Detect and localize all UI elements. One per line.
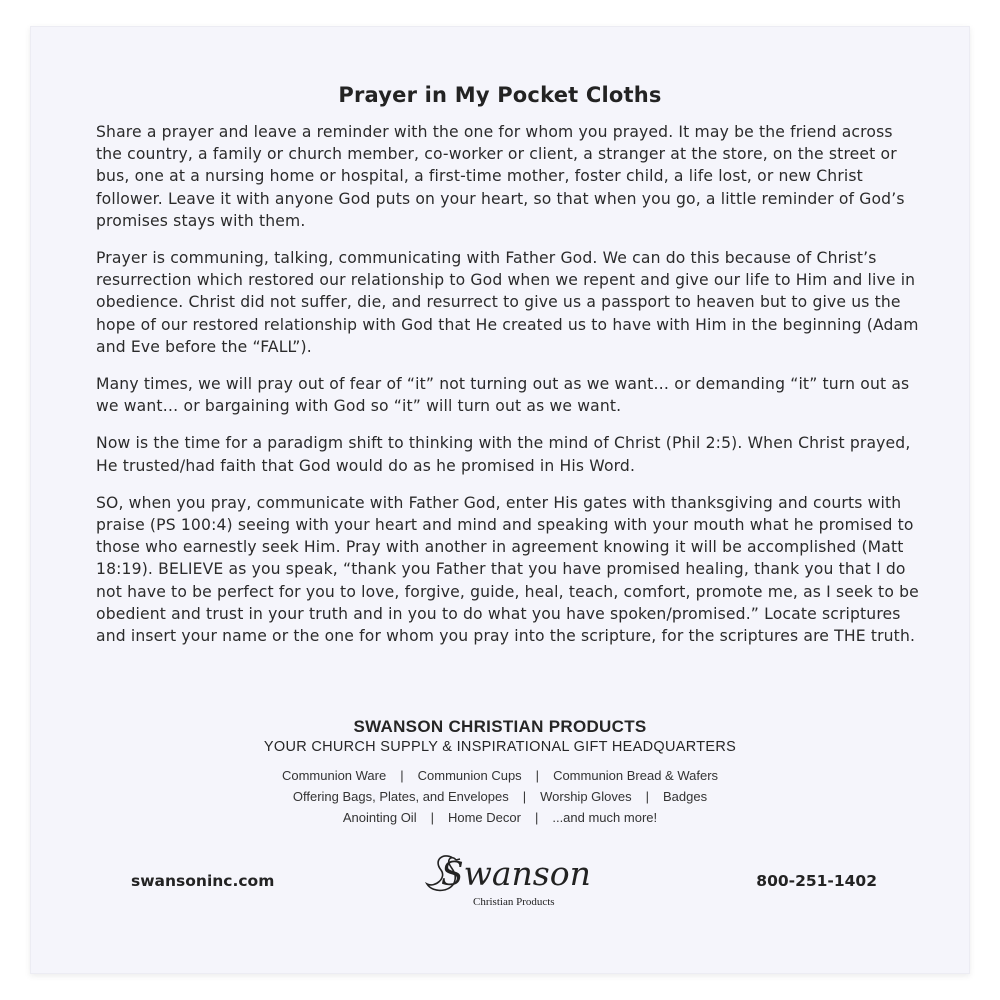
product-row (31, 765, 969, 786)
logo-subtitle: Christian Products (473, 896, 555, 908)
document-body (96, 121, 922, 662)
document-title: Prayer in My Pocket Cloths (338, 83, 662, 107)
phone-number: 800-251-1402 (756, 872, 877, 890)
product-item: Anointing Oil (342, 810, 417, 825)
paragraph-3: Many times, we will pray out of fear of “it” not turning out as we want… or demanding “it” turn out as we want… or bargaining with God so “it” will turn out as we want. (96, 375, 910, 416)
paragraph-1: Share a prayer and leave a reminder with the one for whom you prayed. It may be the friend across the country, a family or church member, co-worker or client, a stranger at the store, on the street or bus, one at a nursing home or hospital, a first-time mother, foster child, a life lost, or new Christ follower. Leave it with anyone God puts on your heart, so that when you go, a little reminder of God’s promises stays with them. (96, 123, 905, 230)
product-item: Communion Ware (281, 768, 387, 783)
separator: | (430, 810, 434, 825)
separator: | (534, 810, 539, 825)
product-item: ...and much more! (552, 810, 658, 825)
footer (31, 717, 969, 828)
product-row (31, 807, 969, 828)
logo-wordmark: Swanson (441, 854, 591, 893)
contact-bar (31, 854, 969, 932)
pocket-cloth-card (30, 26, 970, 974)
product-list (31, 765, 969, 828)
product-item: Communion Bread & Wafers (553, 768, 719, 783)
product-row (31, 786, 969, 807)
separator: | (400, 768, 404, 783)
paragraph-5: SO, when you pray, communicate with Father God, enter His gates with thanksgiving and courts with praise (PS 100:4) seeing with your heart and mind and speaking with your mouth what he promised to those who earnestly seek Him. Pray with another in agreement knowing it will be accomplished (Matt 18:19). BELIEVE as you speak, “thank you Father that you have promised healing, thank you that I do not have to be perfect for you to love, forgive, guide, heal, teach, comfort, promote me, as I seek to be obedient and trust in your truth and in you to do what you have spoken/promised.” Locate scriptures and insert your name or the one for whom you pray into the scripture, for the scriptures are THE truth. (96, 493, 919, 646)
product-item: Home Decor (447, 810, 521, 825)
paragraph-4: Now is the time for a paradigm shift to thinking with the mind of Christ (Phil 2:5). When Christ prayed, He trusted/had faith that God would do as he promised in His Word. (96, 434, 911, 475)
paragraph-2: Prayer is communing, talking, communicating with Father God. We can do this because of Christ’s resurrection which restored our relationship to God when we repent and give our life to Him and live in obedience. Christ did not suffer, die, and resurrect to give us a passport to heaven but to give us the hope of our restored relationship with God that He created us to have with Him in the beginning (Adam and Eve before the “FALL”). (96, 249, 919, 356)
swanson-logo (427, 854, 597, 926)
website-link[interactable]: swansoninc.com (131, 872, 275, 890)
product-item: Badges (663, 789, 708, 804)
product-item: Communion Cups (417, 768, 522, 783)
separator: | (535, 768, 540, 783)
company-tagline: YOUR CHURCH SUPPLY & INSPIRATIONAL GIFT HEADQUARTERS (263, 739, 737, 755)
separator: | (645, 789, 650, 804)
company-name: SWANSON CHRISTIAN PRODUCTS (353, 717, 647, 736)
product-item: Worship Gloves (540, 789, 632, 804)
product-item: Offering Bags, Plates, and Envelopes (292, 789, 509, 804)
separator: | (522, 789, 527, 804)
